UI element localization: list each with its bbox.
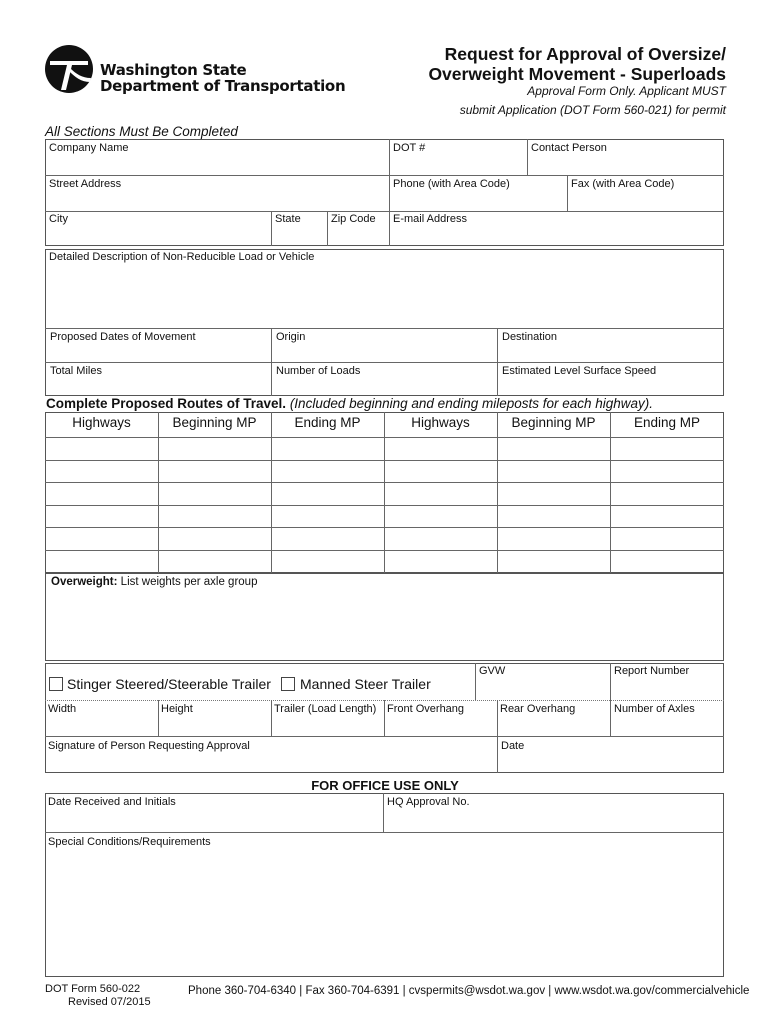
trailer-length-field[interactable]: Trailer (Load Length) [274,703,377,715]
route-cell-r6-c1[interactable] [45,551,158,573]
route-cell-r1-c2[interactable] [158,438,271,460]
stinger-label: Stinger Steered/Steerable Trailer [67,676,271,692]
front-overhang-field[interactable]: Front Overhang [387,703,465,715]
route-cell-r5-c5[interactable] [497,528,610,550]
signature-field[interactable]: Signature of Person Requesting Approval [48,740,250,752]
route-cell-r6-c3[interactable] [271,551,384,573]
speed-field[interactable]: Estimated Level Surface Speed [502,365,657,377]
contact-person-field[interactable]: Contact Person [531,142,607,154]
org-name-line1: Washington State [100,61,247,79]
route-cell-r4-c3[interactable] [271,506,384,528]
route-cell-r1-c1[interactable] [45,438,158,460]
route-cell-r1-c4[interactable] [384,438,497,460]
route-cell-r2-c4[interactable] [384,461,497,483]
routes-column-header: Beginning MP [511,415,596,430]
routes-column-header: Highways [411,415,470,430]
routes-heading [46,396,653,411]
manned-steer-label: Manned Steer Trailer [300,676,431,692]
route-cell-r3-c2[interactable] [158,483,271,505]
route-cell-r6-c4[interactable] [384,551,497,573]
date-field[interactable]: Date [501,740,525,752]
height-field[interactable]: Height [161,703,193,715]
fax-field[interactable]: Fax (with Area Code) [571,178,675,190]
route-cell-r5-c6[interactable] [610,528,724,550]
state-field[interactable]: State [275,213,301,225]
load-description-field[interactable]: Detailed Description of Non-Reducible Load or Vehicle [49,251,315,263]
form-title-line1: Request for Approval of Oversize/ [444,44,726,64]
width-field[interactable]: Width [48,703,77,715]
route-cell-r3-c4[interactable] [384,483,497,505]
applicant-section [45,139,724,246]
form-title-line2: Overweight Movement - Superloads [428,64,726,84]
form-subtitle-line1: Approval Form Only. Applicant MUST [527,84,726,98]
route-cell-r6-c2[interactable] [158,551,271,573]
special-conditions-field[interactable]: Special Conditions/Requirements [48,836,211,848]
email-field[interactable]: E-mail Address [393,213,467,225]
routes-heading-bold: Complete Proposed Routes of Travel. [46,396,287,411]
destination-field[interactable]: Destination [502,331,558,343]
weight-label-rest: List weights per axle group [120,576,258,588]
route-cell-r5-c1[interactable] [45,528,158,550]
route-cell-r5-c4[interactable] [384,528,497,550]
manned-steer-checkbox[interactable] [281,677,295,691]
routes-column-header: Beginning MP [172,415,257,430]
form-number: DOT Form 560-022 [45,983,141,995]
route-cell-r5-c2[interactable] [158,528,271,550]
weight-label-bold: Overweight: [51,576,118,588]
route-cell-r3-c5[interactable] [497,483,610,505]
axles-field[interactable]: Number of Axles [614,703,695,715]
phone-field[interactable]: Phone (with Area Code) [393,178,510,190]
routes-column-header: Highways [72,415,131,430]
street-address-field[interactable]: Street Address [49,178,122,190]
completion-note: All Sections Must Be Completed [45,124,238,139]
routes-column-header: Ending MP [294,415,361,430]
date-received-field[interactable]: Date Received and Initials [48,796,176,808]
office-section [45,793,724,977]
org-name-line2: Department of Transportation [100,77,346,95]
route-cell-r2-c3[interactable] [271,461,384,483]
route-cell-r3-c1[interactable] [45,483,158,505]
route-cell-r4-c5[interactable] [497,506,610,528]
routes-heading-italic: (Included beginning and ending mileposts for each highway). [289,396,654,411]
route-cell-r1-c6[interactable] [610,438,724,460]
route-cell-r3-c3[interactable] [271,483,384,505]
number-of-loads-field[interactable]: Number of Loads [276,365,361,377]
hq-approval-field[interactable]: HQ Approval No. [387,796,470,808]
route-cell-r4-c4[interactable] [384,506,497,528]
company-name-field[interactable]: Company Name [49,142,129,154]
routes-column-header: Ending MP [633,415,701,430]
city-field[interactable]: City [49,213,68,225]
proposed-dates-field[interactable]: Proposed Dates of Movement [50,331,196,343]
route-cell-r2-c1[interactable] [45,461,158,483]
stinger-checkbox[interactable] [49,677,63,691]
dot-number-field[interactable]: DOT # [393,142,426,154]
route-cell-r4-c1[interactable] [45,506,158,528]
route-cell-r6-c6[interactable] [610,551,724,573]
office-use-heading: FOR OFFICE USE ONLY [311,778,459,793]
route-cell-r6-c5[interactable] [497,551,610,573]
total-miles-field[interactable]: Total Miles [50,365,102,377]
report-number-field[interactable]: Report Number [614,665,690,677]
form-subtitle-line2: submit Application (DOT Form 560-021) for permit [459,103,726,117]
origin-field[interactable]: Origin [276,331,306,343]
route-cell-r2-c5[interactable] [497,461,610,483]
route-cell-r5-c3[interactable] [271,528,384,550]
rear-overhang-field[interactable]: Rear Overhang [500,703,576,715]
route-cell-r2-c6[interactable] [610,461,724,483]
footer-contact: Phone 360-704-6340 | Fax 360-704-6391 | cvspermits@wsdot.wa.gov | www.wsdot.wa.gov/commercialvehicle [188,985,750,997]
route-cell-r2-c2[interactable] [158,461,271,483]
wsdot-logo-icon [44,44,94,94]
zip-field[interactable]: Zip Code [331,213,376,225]
gvw-field[interactable]: GVW [479,665,506,677]
route-cell-r1-c5[interactable] [497,438,610,460]
route-cell-r4-c2[interactable] [158,506,271,528]
route-cell-r1-c3[interactable] [271,438,384,460]
route-cell-r3-c6[interactable] [610,483,724,505]
weight-field[interactable] [51,576,257,588]
route-cell-r4-c6[interactable] [610,506,724,528]
form-revised: Revised 07/2015 [68,996,151,1008]
